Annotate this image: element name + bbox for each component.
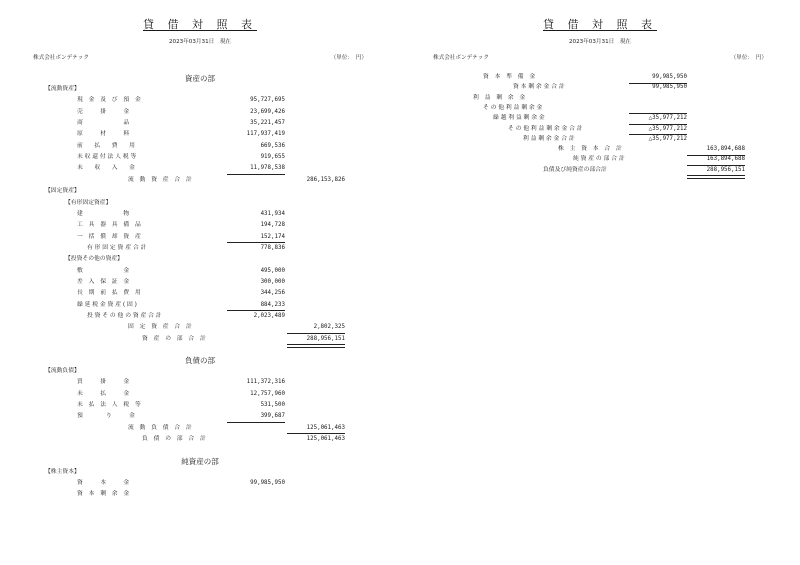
row-label: そ の 他 利 益 剰 余 金 合 計 xyxy=(508,125,583,132)
row-value: 99,985,950 xyxy=(652,74,687,80)
rule-line xyxy=(227,310,285,311)
row-label: 【投資その他の資産】 xyxy=(65,256,123,263)
row-label: 流 動 資 産 合 計 xyxy=(128,176,192,183)
row-label: 未 収 入 金 xyxy=(77,165,135,172)
unit-label: （単位： 円） xyxy=(730,55,767,61)
rule-line xyxy=(629,113,687,114)
document-title: 貸 借 対 照 表 xyxy=(143,18,257,31)
row-value: 778,836 xyxy=(260,244,285,251)
row-value: 531,500 xyxy=(260,402,285,409)
row-label: 繰 越 利 益 剰 余 金 xyxy=(493,115,545,122)
row-label: 未 収 還 付 法 人 税 等 xyxy=(77,154,137,161)
row-label: 純 資 産 の 部 合 計 xyxy=(573,156,625,163)
section-heading: 負債の部 xyxy=(185,356,215,366)
rule-line xyxy=(687,165,745,166)
row-value: 23,699,426 xyxy=(250,108,285,115)
row-label: 資 産 の 部 合 計 xyxy=(142,335,206,342)
row-value: 99,985,950 xyxy=(652,84,687,91)
row-label: 資 本 剰 余 金 xyxy=(77,491,130,498)
row-value: 431,934 xyxy=(260,210,285,217)
row-value: 11,978,538 xyxy=(250,165,285,172)
row-total-value: 288,956,151 xyxy=(706,166,745,173)
row-label: 利 益 剰 余 金 xyxy=(473,94,526,101)
row-total-value: 288,956,151 xyxy=(306,335,345,342)
row-label: 長 期 前 払 費 用 xyxy=(77,290,141,297)
row-label: 建 物 xyxy=(77,210,130,217)
section-heading: 資産の部 xyxy=(185,74,215,83)
row-total-value: 286,153,826 xyxy=(306,176,345,183)
row-label: 利 益 剰 余 金 合 計 xyxy=(523,135,575,142)
rule-line xyxy=(629,124,687,125)
row-label: 売 掛 金 xyxy=(77,108,130,115)
row-label: 預 り 金 xyxy=(77,413,135,420)
row-label: 負債及び純資産の部合計 xyxy=(543,166,607,173)
row-value: 884,233 xyxy=(260,301,285,308)
row-value: 95,727,695 xyxy=(250,97,285,104)
row-label: 繰 延 税 金 資 産 ( 固 ) xyxy=(77,301,137,308)
row-value: 399,687 xyxy=(260,413,285,420)
row-value: 344,256 xyxy=(260,290,285,297)
company-name: 株式会社ボンデテック xyxy=(33,55,89,61)
rule-line xyxy=(287,344,345,348)
row-label: 商 品 xyxy=(77,120,130,127)
rule-line xyxy=(227,422,285,423)
report-date: 2023年03月31日 現在 xyxy=(568,39,632,45)
row-value: △35,977,212 xyxy=(648,125,687,132)
row-value: 194,728 xyxy=(260,222,285,229)
row-label: 資 本 準 備 金 xyxy=(483,74,536,80)
row-total-value: 163,894,688 xyxy=(706,146,745,153)
company-name: 株式会社ボンデテック xyxy=(433,55,489,61)
report-date: 2023年03月31日 現在 xyxy=(168,39,232,45)
row-value: 300,000 xyxy=(260,278,285,285)
row-total-value: 163,894,688 xyxy=(706,156,745,163)
row-value: 2,023,489 xyxy=(253,313,285,319)
row-value: 99,985,950 xyxy=(250,479,285,486)
row-value: 35,221,457 xyxy=(250,120,285,127)
row-value: 117,937,419 xyxy=(246,131,285,138)
row-label: 前 払 費 用 xyxy=(77,142,135,149)
row-label: 【流動資産】 xyxy=(45,86,80,92)
row-label: 【固定資産】 xyxy=(45,188,80,195)
row-label: 工 具 器 具 備 品 xyxy=(77,222,141,229)
row-value: 669,536 xyxy=(260,142,285,149)
balance-sheet-page-right xyxy=(400,0,800,565)
row-label: 資 本 剰 余 金 合 計 xyxy=(513,84,565,91)
row-value: △35,977,212 xyxy=(648,115,687,122)
row-label: 有 形 固 定 資 産 合 計 xyxy=(87,244,147,251)
row-label: 【有形固定資産】 xyxy=(65,199,112,206)
row-value: 111,372,316 xyxy=(246,379,285,386)
row-label: 株 主 資 本 合 計 xyxy=(558,146,622,153)
document-title: 貸 借 対 照 表 xyxy=(543,18,657,31)
row-total-value: 125,061,463 xyxy=(306,424,345,431)
unit-label: （単位： 円） xyxy=(330,55,367,61)
rule-line xyxy=(687,175,745,179)
row-label: 投 資 そ の 他 の 資 産 合 計 xyxy=(87,313,162,319)
row-value: 919,655 xyxy=(260,154,285,161)
row-label: 資 本 金 xyxy=(77,479,130,486)
row-label: 現 金 及 び 預 金 xyxy=(77,97,141,104)
row-total-value: 2,802,325 xyxy=(313,324,345,331)
row-label: 買 掛 金 xyxy=(77,379,130,386)
row-label: 差 入 保 証 金 xyxy=(77,278,130,285)
row-label: 原 材 料 xyxy=(77,131,130,138)
row-label: 流 動 負 債 合 計 xyxy=(128,424,192,431)
row-label: そ の 他 利 益 剰 余 金 xyxy=(483,104,543,111)
row-value: 12,757,960 xyxy=(250,390,285,397)
rule-line xyxy=(227,242,285,243)
row-label: 未 払 法 人 税 等 xyxy=(77,402,141,409)
rule-line xyxy=(287,333,345,334)
row-label: 【流動負債】 xyxy=(45,368,80,375)
rule-line xyxy=(287,433,345,434)
row-label: 固 定 資 産 合 計 xyxy=(128,324,192,331)
row-label: 一 括 償 却 資 産 xyxy=(77,233,141,240)
row-label: 敷 金 xyxy=(77,267,130,274)
row-label: 負 債 の 部 合 計 xyxy=(142,436,206,443)
row-value: 152,174 xyxy=(260,233,285,240)
rule-line xyxy=(227,174,285,175)
row-total-value: 125,061,463 xyxy=(306,436,345,443)
row-value: △35,977,212 xyxy=(648,135,687,142)
section-heading: 純資産の部 xyxy=(181,456,219,466)
rule-line xyxy=(629,134,687,135)
row-value: 495,000 xyxy=(260,267,285,274)
row-label: 未 払 金 xyxy=(77,390,130,397)
row-label: 【株主資本】 xyxy=(45,468,80,475)
